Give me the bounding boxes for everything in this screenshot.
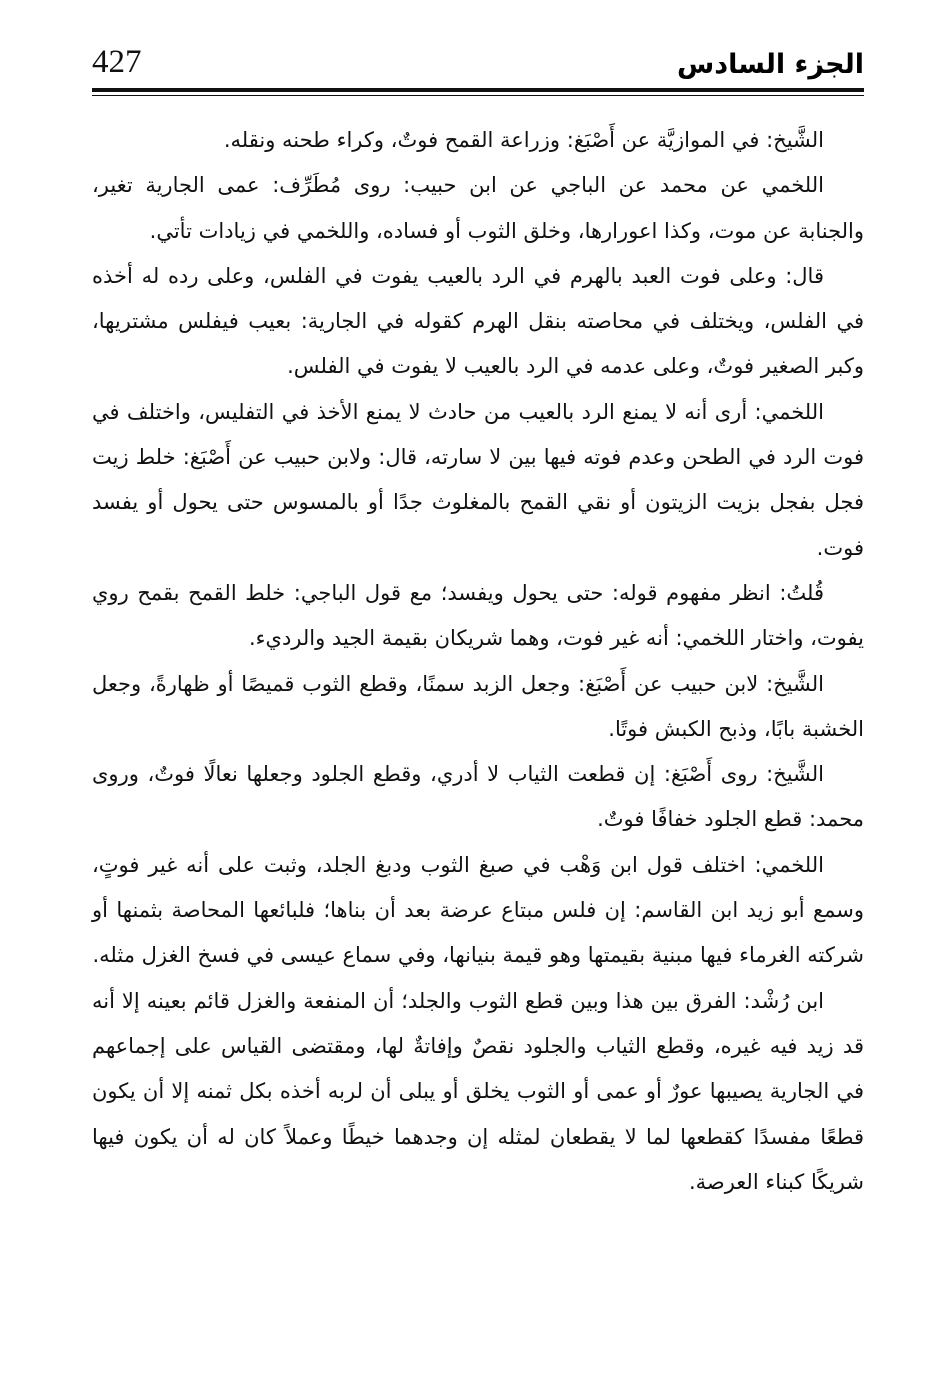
page-header (92, 40, 864, 100)
paragraph-text: الفرق بين هذا وبين قطع الثوب والجلد؛ أن المنفعة والغزل قائم بعينه إلا أنه قد زيد فيه غيره، وقطع الثياب والجلود نقصٌ وإفاتةٌ لها، ومقتضى القياس على إجماعهم في الجارية يصيبها عورٌ أو عمى أو الثوب يخلق أو يبلى أن لربه أخذه بكل ثمنه إلا أن يكون قطعًا مفسدًا كقطعها لما لا يقطعان لمثله إن وجدهما خيطًا وعملاً كان له أن يكون فيها شريكًا كبناء العرصة. (92, 988, 864, 1194)
paragraph-speaker: الشَّيخ: (766, 762, 824, 787)
paragraph-speaker: الشَّيخ: (766, 671, 824, 696)
paragraph (92, 254, 864, 390)
paragraph-speaker: ابن رُشْد: (743, 988, 824, 1013)
paragraph-text: اختلف قول ابن وَهْب في صبغ الثوب ودبغ الجلد، وثبت على أنه غير فوتٍ، وسمع أبو زيد ابن القاسم: إن فلس مبتاع عرضة بعد أن بناها؛ فلبائعها المحاصة بثمنها أو شركته الغرماء فيها مبنية بقيمتها وهو قيمة بنيانها، وفي سماع عيسى في فسخ الغزل مثله. (92, 852, 864, 968)
paragraph (92, 843, 864, 979)
paragraph (92, 390, 864, 571)
paragraph-speaker: قال: (785, 263, 824, 288)
paragraph (92, 163, 864, 254)
paragraph-speaker: اللخمي: (754, 399, 824, 424)
paragraph-text: في الموازيَّة عن أَصْبَغ: وزراعة القمح فوتٌ، وكراء طحنه ونقله. (223, 128, 767, 152)
paragraph (92, 979, 864, 1205)
paragraph-text: وعلى فوت العبد بالهرم في الرد بالعيب يفوت في الفلس، وعلى رده له أخذه في الفلس، ويختلف في محاصته بنقل الهرم كقوله في الجارية: بعيب فيفلس مشتريها، وكبر الصغير فوتٌ، وعلى عدمه في الرد بالعيب لا يفوت في الفلس. (92, 263, 864, 379)
paragraph-text: عن محمد عن الباجي عن ابن حبيب: روى مُطَرِّف: عمى الجارية تغير، والجنابة عن موت، وكذا اعورارها، وخلق الثوب أو فساده، واللخمي في زيادات تأتي. (92, 173, 864, 243)
header-rule-thick (92, 88, 864, 92)
body-text (92, 118, 864, 1205)
paragraph (92, 662, 864, 753)
paragraph-speaker: اللخمي (761, 173, 824, 198)
paragraph (92, 571, 864, 662)
paragraph (92, 752, 864, 843)
paragraph (92, 118, 864, 163)
paragraph-speaker: الشَّيخ: (766, 128, 824, 152)
paragraph-text: لابن حبيب عن أَصْبَغ: وجعل الزبد سمنًا، وقطع الثوب قميصًا أو ظهارةً، وجعل الخشبة بابًا، وذبح الكبش فوتًا. (92, 671, 864, 741)
paragraph-text: روى أَصْبَغ: إن قطعت الثياب لا أدري، وقطع الجلود وجعلها نعالًا فوتٌ، وروى محمد: قطع الجلود خفافًا فوتٌ. (92, 762, 864, 832)
paragraph-speaker: قُلتُ: (779, 580, 824, 605)
header-rule-thin (92, 95, 864, 96)
page-number: 427 (92, 44, 142, 80)
paragraph-speaker: اللخمي: (754, 852, 824, 877)
paragraph-text: أرى أنه لا يمنع الرد بالعيب من حادث لا يمنع الأخذ في التفليس، واختلف في فوت الرد في الطحن وعدم فوته فيها بين لا سارته، قال: ولابن حبيب عن أَصْبَغ: خلط زيت فجل بفجل بزيت الزيتون أو نقي القمح بالمغلوث جدًا أو بالمسوس حتى يحول أو يفسد فوت. (92, 399, 864, 560)
paragraph-text: انظر مفهوم قوله: حتى يحول ويفسد؛ مع قول الباجي: خلط القمح بقمح روي يفوت، واختار اللخمي: أنه غير فوت، وهما شريكان بقيمة الجيد والرديء. (92, 580, 864, 651)
running-title: الجزء السادس (677, 49, 864, 80)
